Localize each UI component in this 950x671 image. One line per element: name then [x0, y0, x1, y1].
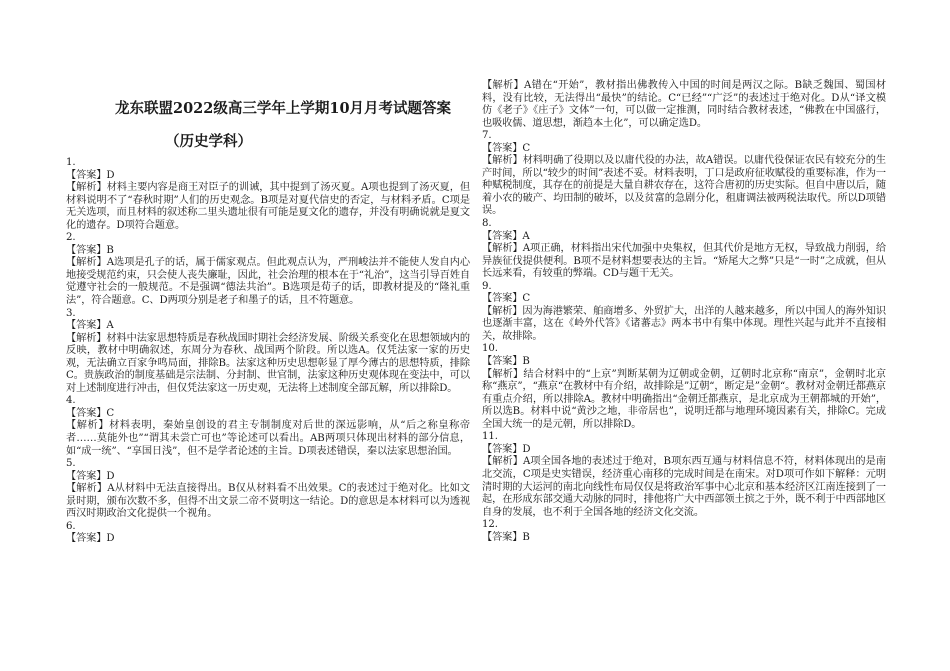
question-number: 1.: [66, 157, 76, 168]
answer-line: 【答案】C: [482, 293, 531, 305]
question-block: [482, 519, 886, 544]
left-column: [66, 157, 470, 546]
question-block: [482, 343, 886, 431]
question-number: 12.: [482, 519, 498, 531]
answer-line: 【答案】D: [66, 470, 115, 482]
question-number: 2.: [66, 232, 76, 244]
answer-line: 【答案】D: [66, 169, 115, 181]
analysis-text: 【解析】A选项是孔子的话，属于儒家观点。但此观点认为，严刑峻法并不能使人发自内心地接受规范约束，只会使人丧失廉耻，因此，社会治理的根本在于“礼治”，这当引导百姓自觉遵守社会的一般规范。不是强调“德法共治”。B选项是荀子的话，即教材提及的“隆礼重法”，符合题意。C、D两项分别是老子和墨子的话，且不符题意。: [66, 257, 471, 307]
analysis-text: 【解析】A从材料中无法直接得出。B仅从材料看不出效果。C的表述过于绝对化。比如文景时期，颁布次数不多，但得不出文景二帝不贤明这一结论。D的意思是本材料可以为透视西汉时期政治文化提供一个视角。: [66, 483, 470, 520]
question-number: 4.: [66, 395, 76, 407]
analysis-text: 【解析】A项正确，材料指出宋代加强中央集权，但其代价是地方无权，导致战力削弱，给异族征伐提供便利。B项不是材料想要表达的主旨。“矫尾大之弊”只是“一时”之成就，但从长远来看，有较重的弊端。CD与题干无关。: [482, 243, 886, 280]
answer-line: 【答案】A: [66, 320, 114, 332]
question-block: [482, 281, 886, 344]
answer-line: 【答案】C: [66, 407, 115, 419]
question-block: [482, 218, 886, 281]
analysis-text: 【解析】材料中法家思想特质是春秋战国时期社会经济发展、阶级关系变化在思想领域内的反映，教材中明确叙述，东周分为春秋、战国两个阶段。所以选A。仅凭法家一家的历史观，无法确立百家争鸣局面，排除B。法家这种历史思想彰显了厚今薄古的思想特质，排除C。贵族政治的制度基础是宗法制、分封制、世官制，法家这种历史观体现在变法中，可以对上述制度进行冲击，但仅凭法家这一历史观，无法将上述制度全部瓦解，所以排除D。: [66, 332, 470, 394]
answer-line: 【答案】D: [66, 533, 115, 545]
question-number: 11.: [482, 431, 498, 443]
question-block: [66, 308, 470, 396]
page-title: 龙东联盟2022级高三学年上学期10月月考试题答案: [115, 100, 452, 117]
analysis-text: 【解析】因为海港繁荣、舶商增多、外贸扩大，出洋的人越来越多，所以中国人的海外知识也逐渐丰富，这在《岭外代答》《诸蕃志》两本书中有集中体现。理性兴起与此并不直接相关，故排除。: [482, 305, 886, 342]
question-block: [66, 458, 470, 521]
question-number: 9.: [482, 280, 492, 292]
answer-line: 【答案】B: [66, 244, 114, 256]
question-block: [482, 431, 886, 519]
question-block: [66, 232, 470, 307]
answer-line: 【答案】B: [482, 356, 530, 368]
answer-line: 【答案】C: [482, 142, 531, 154]
page-subtitle: （历史学科）: [165, 133, 252, 150]
question-block: [66, 395, 470, 458]
analysis-text: 【解析】A项全国各地的表述过于绝对，B项东西互通与材料信息不符，材料体现出的是南北交流，C项是史实错误，经济重心南移的完成时间是在南宋。对D项可作如下解释：元明清时期的大运河的南北向线性布局仅仅是将政治军事中心北京和基本经济区江南连接到了一起，在形成东部交通大动脉的同时，排他将广大中西部领土摈之于外，既不利于中西部地区自身的发展，也不利于全国各地的经济文化交流。: [482, 456, 886, 518]
question-number: 10.: [482, 343, 498, 355]
answer-line: 【答案】D: [482, 443, 531, 455]
question-block: [66, 521, 470, 546]
answer-line: 【答案】B: [482, 531, 530, 543]
right-column: [482, 80, 886, 544]
question-number: 8.: [482, 218, 492, 230]
analysis-text: 【解析】材料表明，秦始皇创设的君主专制制度对后世的深远影响，从“后之称皇称帝者……莫能外也”“谓其未尝亡可也”等论述可以看出。AB两项只体现出材料的部分信息，如“成一统”、“享国日浅”，但不是学者论述的主旨。D项表述错误，秦以法家思想治国。: [66, 420, 470, 457]
analysis-text: 【解析】结合材料中的“上京”判断某朝为辽朝或金朝，辽朝时北京称“南京”，金朝时北京称“燕京”，“燕京“在教材中有介绍，故排除是”辽朝“，断定是”金朝“。教材对金朝迁都燕京有重点介绍，所以排除A。教材中明确指出“金朝迁都燕京，是北京成为王朝都城的开始”，所以选B。材料中说“黄沙之地，非帝居也”，说明迁都与地理环境因素有关，排除C。完成全国大统一的是元朝，所以排除D。: [482, 368, 887, 430]
question-number: 7.: [482, 130, 492, 142]
question-block: [482, 80, 886, 130]
question-number: 6.: [66, 520, 76, 532]
question-block: [482, 130, 886, 218]
question-block: [66, 157, 470, 232]
question-number: 5.: [66, 458, 76, 470]
analysis-text: 【解析】材料明确了役期以及以庸代役的办法，故A错误。以庸代役保证农民有较充分的生产时间，所以“较少的时间”表述不妥。材料表明，丁口是政府征收赋役的重要标准，作为一种赋税制度，其存在的前提是大量自耕农存在，这符合唐初的历史实际。但自中唐以后，随着小农的破产、均田制的破坏，以及贫富的急剧分化，租庸调法被两税法取代。所以D项错误。: [482, 155, 886, 217]
analysis-text: 【解析】A错在“开始”，教材指出佛教传入中国的时间是两汉之际。B缺乏魏国、蜀国材料，没有比较，无法得出“最快”的结论。C“已经”“广泛”的表述过于绝对化。D从“译文模仿《老子》《庄子》文体”一句，可以做一定推测，同时结合教材表述，“佛教在中国盛行，也吸收儒、道思想，渐趋本土化”，可以确定选D。: [482, 80, 886, 129]
analysis-text: 【解析】材料主要内容是商王对臣子的训诫，其中提到了汤灭夏。A项也提到了汤灭夏，但材料说明不了“春秋时期”人们的历史观念。B项是对夏代信史的否定，与材料矛盾。C项是无关选项，而且材料的叙述称二里头遗址很有可能是夏文化的遗存，并没有明确说就是夏文化的遗存。D项符合题意。: [66, 182, 470, 231]
answer-line: 【答案】A: [482, 230, 530, 242]
question-number: 3.: [66, 307, 76, 319]
